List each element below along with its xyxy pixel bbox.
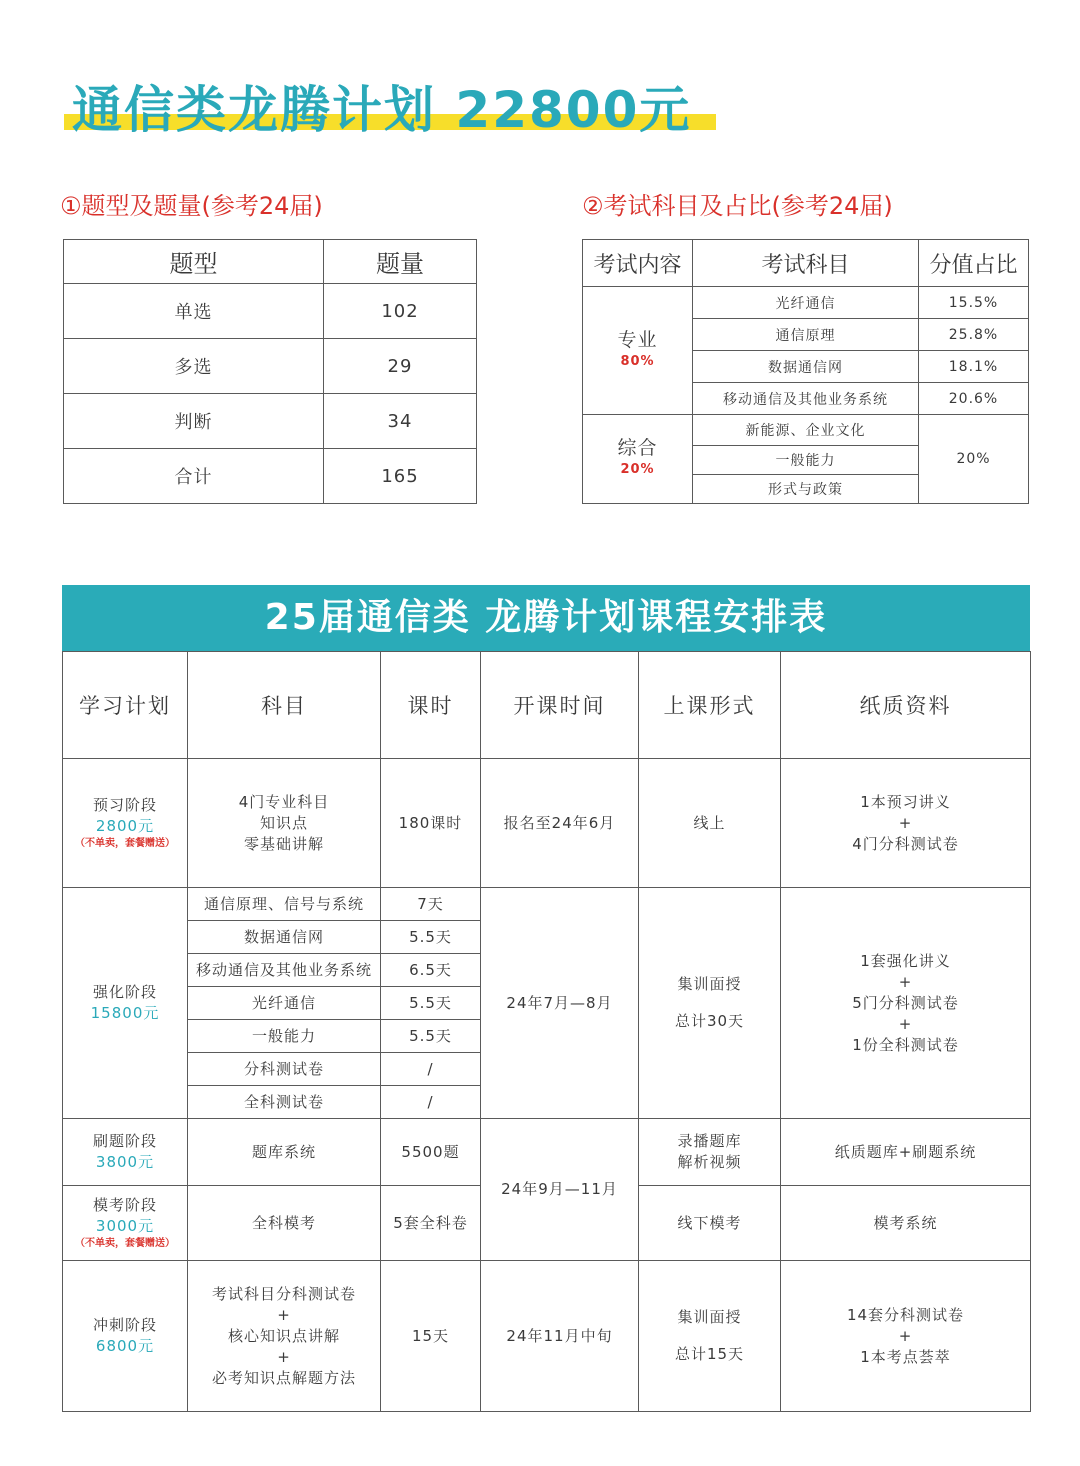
cell-format	[639, 888, 781, 1119]
cell-hours: 5套全科卷	[381, 1186, 481, 1261]
cell-subject: 形式与政策	[693, 475, 919, 504]
table-row	[64, 339, 477, 394]
schedule-table	[62, 651, 1031, 1412]
header-start-time: 开课时间	[481, 652, 639, 759]
cell-type: 单选	[64, 284, 324, 339]
subject-line: 考试科目分科测试卷	[211, 1284, 356, 1303]
cell-time: 24年7月—8月	[481, 888, 639, 1119]
stage-note: （不单卖，套餐赠送）	[75, 1238, 175, 1249]
header-subject: 科目	[188, 652, 381, 759]
cell-format: 线上	[639, 759, 781, 888]
stage-price: 15800元	[90, 1004, 160, 1022]
subject-line: 核心知识点讲解	[227, 1326, 340, 1345]
cell-subject: 一般能力	[188, 1020, 381, 1053]
material-line: 4门分科测试卷	[852, 834, 959, 853]
cell-materials: 纸质题库+刷题系统	[781, 1119, 1031, 1186]
cell-time: 24年9月—11月	[481, 1119, 639, 1261]
subject-line: 4门专业科目	[238, 792, 330, 811]
stage-price: 2800元	[95, 817, 155, 835]
cell-hours: 5.5天	[381, 987, 481, 1020]
cell-subject: 一般能力	[693, 446, 919, 475]
cell-subject: 移动通信及其他业务系统	[188, 954, 381, 987]
cell-subject: 题库系统	[188, 1119, 381, 1186]
cell-count: 34	[324, 394, 477, 449]
stage-price: 6800元	[95, 1337, 155, 1355]
category-general	[583, 415, 693, 504]
cell-hours: 180课时	[381, 759, 481, 888]
cell-subject: 数据通信网	[188, 921, 381, 954]
cell-hours: 15天	[381, 1261, 481, 1412]
table-row-drill	[63, 1119, 1031, 1186]
header-count: 题量	[324, 240, 477, 284]
header-share: 分值占比	[919, 240, 1029, 287]
stage-sprint	[63, 1261, 188, 1412]
cell-hours: /	[381, 1053, 481, 1086]
header-format: 上课形式	[639, 652, 781, 759]
cell-format	[639, 1119, 781, 1186]
format-line: 录播题库	[677, 1132, 742, 1150]
stage-mock	[63, 1186, 188, 1261]
table-row-preview	[63, 759, 1031, 888]
stage-name: 冲刺阶段	[92, 1316, 157, 1334]
cell-materials	[781, 888, 1031, 1119]
header-subject: 考试科目	[693, 240, 919, 287]
table-row	[583, 287, 1029, 319]
material-line: 1份全科测试卷	[852, 1035, 959, 1054]
format-line: 集训面授	[677, 975, 742, 993]
cell-share: 20.6%	[919, 383, 1029, 415]
cell-subject	[188, 1261, 381, 1412]
stage-drill	[63, 1119, 188, 1186]
exam-subjects-heading: ②考试科目及占比(参考24届)	[582, 192, 893, 220]
cell-share: 20%	[919, 415, 1029, 504]
cell-count: 29	[324, 339, 477, 394]
cell-subject: 移动通信及其他业务系统	[693, 383, 919, 415]
page-title: 通信类龙腾计划 22800元	[72, 81, 692, 139]
cell-materials: 模考系统	[781, 1186, 1031, 1261]
subject-line: +	[277, 1347, 291, 1366]
format-line: 总计30天	[674, 1012, 745, 1030]
cell-hours: 5.5天	[381, 921, 481, 954]
stage-note: （不单卖，套餐赠送）	[75, 838, 175, 849]
stage-preview	[63, 759, 188, 888]
material-line: +	[898, 1014, 913, 1033]
subject-line: 必考知识点解题方法	[211, 1368, 356, 1387]
cell-subject: 全科模考	[188, 1186, 381, 1261]
material-line: 5门分科测试卷	[852, 993, 959, 1012]
cell-type: 合计	[64, 449, 324, 504]
material-line: 1套强化讲义	[860, 951, 951, 970]
page-title-block	[60, 68, 720, 140]
table-row	[583, 415, 1029, 446]
subject-line: 知识点	[259, 813, 308, 832]
material-line: +	[898, 972, 913, 991]
cell-subject	[188, 759, 381, 888]
header-materials: 纸质资料	[781, 652, 1031, 759]
cell-share: 25.8%	[919, 319, 1029, 351]
schedule-banner: 25届通信类 龙腾计划课程安排表	[62, 585, 1030, 651]
subject-line: +	[277, 1305, 291, 1324]
cell-hours: 5500题	[381, 1119, 481, 1186]
table-row	[64, 394, 477, 449]
cell-subject: 全科测试卷	[188, 1086, 381, 1119]
stage-name: 刷题阶段	[92, 1132, 157, 1150]
cell-subject: 光纤通信	[188, 987, 381, 1020]
table-row	[64, 284, 477, 339]
stage-name: 预习阶段	[92, 796, 157, 814]
cell-hours: /	[381, 1086, 481, 1119]
cell-share: 18.1%	[919, 351, 1029, 383]
table-row	[64, 449, 477, 504]
cell-type: 多选	[64, 339, 324, 394]
cell-count: 102	[324, 284, 477, 339]
material-line: +	[898, 813, 913, 832]
cell-subject: 分科测试卷	[188, 1053, 381, 1086]
table-row-strengthen	[63, 888, 1031, 921]
question-types-heading: ①题型及题量(参考24届)	[60, 192, 323, 220]
subject-line: 零基础讲解	[243, 834, 324, 853]
stage-strengthen	[63, 888, 188, 1119]
cell-share: 15.5%	[919, 287, 1029, 319]
format-line: 集训面授	[677, 1308, 742, 1326]
category-percent: 20%	[620, 462, 655, 477]
stage-name: 模考阶段	[92, 1196, 157, 1214]
cell-subject: 通信原理	[693, 319, 919, 351]
category-name: 专业	[617, 328, 658, 351]
header-type: 题型	[64, 240, 324, 284]
cell-time: 报名至24年6月	[481, 759, 639, 888]
format-line: 解析视频	[677, 1153, 742, 1171]
header-plan: 学习计划	[63, 652, 188, 759]
cell-time: 24年11月中旬	[481, 1261, 639, 1412]
category-professional	[583, 287, 693, 415]
category-percent: 80%	[620, 353, 655, 369]
question-types-table	[63, 239, 477, 504]
cell-hours: 5.5天	[381, 1020, 481, 1053]
stage-price: 3800元	[95, 1153, 155, 1171]
stage-name: 强化阶段	[92, 983, 157, 1001]
material-line: 1本考点荟萃	[860, 1347, 951, 1366]
cell-subject: 光纤通信	[693, 287, 919, 319]
cell-subject: 通信原理、信号与系统	[188, 888, 381, 921]
category-name: 综合	[617, 437, 658, 459]
material-line: +	[898, 1326, 913, 1345]
cell-subject: 数据通信网	[693, 351, 919, 383]
cell-subject: 新能源、企业文化	[693, 415, 919, 446]
format-line: 总计15天	[674, 1345, 745, 1363]
cell-hours: 7天	[381, 888, 481, 921]
cell-format: 线下模考	[639, 1186, 781, 1261]
exam-subjects-table	[582, 239, 1029, 504]
stage-price: 3000元	[95, 1217, 155, 1235]
cell-materials	[781, 1261, 1031, 1412]
cell-count: 165	[324, 449, 477, 504]
material-line: 1本预习讲义	[860, 792, 951, 811]
table-row-sprint	[63, 1261, 1031, 1412]
cell-format	[639, 1261, 781, 1412]
material-line: 14套分科测试卷	[846, 1305, 965, 1324]
cell-type: 判断	[64, 394, 324, 449]
header-content: 考试内容	[583, 240, 693, 287]
header-hours: 课时	[381, 652, 481, 759]
cell-materials	[781, 759, 1031, 888]
cell-hours: 6.5天	[381, 954, 481, 987]
